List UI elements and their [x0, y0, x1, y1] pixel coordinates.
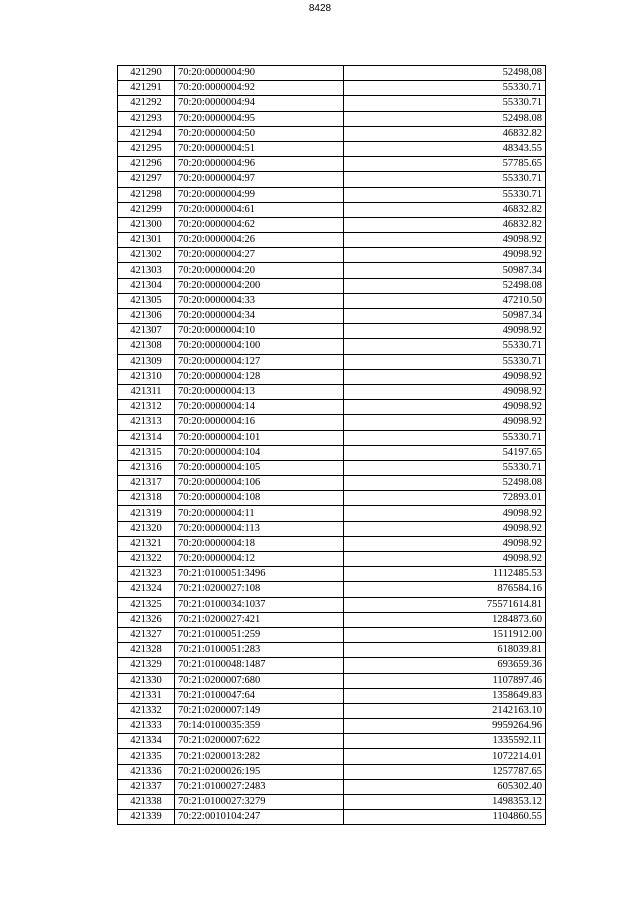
- row-number-cell: 421300: [118, 217, 175, 232]
- table-row: [118, 795, 546, 810]
- row-number-cell: 421320: [118, 521, 175, 536]
- cadastral-number-cell: 70:20:0000004:51: [175, 141, 344, 156]
- value-cell: 52498.08: [344, 111, 546, 126]
- value-cell: 55330.71: [344, 96, 546, 111]
- value-cell: 49098.92: [344, 536, 546, 551]
- row-number-cell: 421332: [118, 703, 175, 718]
- table-row: [118, 217, 546, 232]
- row-number-cell: 421303: [118, 263, 175, 278]
- cadastral-number-cell: 70:20:0000004:97: [175, 172, 344, 187]
- value-cell: 1072214.01: [344, 749, 546, 764]
- row-number-cell: 421336: [118, 764, 175, 779]
- row-number-cell: 421309: [118, 354, 175, 369]
- value-cell: 52498,08: [344, 66, 546, 81]
- value-cell: 48343.55: [344, 141, 546, 156]
- value-cell: 54197.65: [344, 445, 546, 460]
- cadastral-number-cell: 70:21:0100048:1487: [175, 658, 344, 673]
- row-number-cell: 421297: [118, 172, 175, 187]
- cadastral-number-cell: 70:20:0000004:27: [175, 248, 344, 263]
- table-row: [118, 415, 546, 430]
- table-row: [118, 400, 546, 415]
- row-number-cell: 421338: [118, 795, 175, 810]
- table-row: [118, 141, 546, 156]
- table-row: [118, 126, 546, 141]
- table-body: [118, 66, 546, 825]
- row-number-cell: 421292: [118, 96, 175, 111]
- table-row: [118, 278, 546, 293]
- value-cell: 1511912.00: [344, 627, 546, 642]
- table-row: [118, 597, 546, 612]
- table-row: [118, 111, 546, 126]
- row-number-cell: 421295: [118, 141, 175, 156]
- value-cell: 618039.81: [344, 643, 546, 658]
- row-number-cell: 421290: [118, 66, 175, 81]
- row-number-cell: 421310: [118, 369, 175, 384]
- value-cell: 55330.71: [344, 430, 546, 445]
- row-number-cell: 421317: [118, 476, 175, 491]
- table-row: [118, 384, 546, 399]
- table-row: [118, 339, 546, 354]
- cadastral-number-cell: 70:20:0000004:90: [175, 66, 344, 81]
- value-cell: 49098.92: [344, 400, 546, 415]
- table-row: [118, 627, 546, 642]
- row-number-cell: 421296: [118, 157, 175, 172]
- cadastral-number-cell: 70:22:0010104:247: [175, 810, 344, 825]
- row-number-cell: 421325: [118, 597, 175, 612]
- table-row: [118, 749, 546, 764]
- row-number-cell: 421319: [118, 506, 175, 521]
- cadastral-number-cell: 70:20:0000004:200: [175, 278, 344, 293]
- value-cell: 49098.92: [344, 506, 546, 521]
- value-cell: 46832.82: [344, 202, 546, 217]
- row-number-cell: 421312: [118, 400, 175, 415]
- table-row: [118, 734, 546, 749]
- value-cell: 55330.71: [344, 187, 546, 202]
- cadastral-number-cell: 70:20:0000004:101: [175, 430, 344, 445]
- cadastral-number-cell: 70:20:0000004:13: [175, 384, 344, 399]
- value-cell: 1284873.60: [344, 612, 546, 627]
- row-number-cell: 421339: [118, 810, 175, 825]
- cadastral-number-cell: 70:20:0000004:20: [175, 263, 344, 278]
- table-row: [118, 643, 546, 658]
- table-row: [118, 476, 546, 491]
- row-number-cell: 421293: [118, 111, 175, 126]
- value-cell: 55330.71: [344, 81, 546, 96]
- row-number-cell: 421298: [118, 187, 175, 202]
- row-number-cell: 421327: [118, 627, 175, 642]
- table-row: [118, 66, 546, 81]
- cadastral-number-cell: 70:20:0000004:14: [175, 400, 344, 415]
- cadastral-number-cell: 70:21:0200027:108: [175, 582, 344, 597]
- table-row: [118, 552, 546, 567]
- value-cell: 49098.92: [344, 384, 546, 399]
- table-row: [118, 491, 546, 506]
- table-row: [118, 172, 546, 187]
- cadastral-number-cell: 70:20:0000004:94: [175, 96, 344, 111]
- row-number-cell: 421334: [118, 734, 175, 749]
- row-number-cell: 421329: [118, 658, 175, 673]
- cadastral-number-cell: 70:20:0000004:50: [175, 126, 344, 141]
- table-row: [118, 309, 546, 324]
- cadastral-number-cell: 70:21:0200026:195: [175, 764, 344, 779]
- table-row: [118, 263, 546, 278]
- value-cell: 49098.92: [344, 248, 546, 263]
- cadastral-number-cell: 70:20:0000004:100: [175, 339, 344, 354]
- row-number-cell: 421306: [118, 309, 175, 324]
- cadastral-number-cell: 70:20:0000004:105: [175, 460, 344, 475]
- value-cell: 46832.82: [344, 126, 546, 141]
- cadastral-number-cell: 70:20:0000004:16: [175, 415, 344, 430]
- row-number-cell: 421305: [118, 293, 175, 308]
- value-cell: 49098.92: [344, 233, 546, 248]
- cadastral-number-cell: 70:20:0000004:11: [175, 506, 344, 521]
- value-cell: 49098.92: [344, 415, 546, 430]
- table-row: [118, 81, 546, 96]
- row-number-cell: 421331: [118, 688, 175, 703]
- row-number-cell: 421324: [118, 582, 175, 597]
- row-number-cell: 421335: [118, 749, 175, 764]
- cadastral-number-cell: 70:21:0100047:64: [175, 688, 344, 703]
- cadastral-number-cell: 70:20:0000004:10: [175, 324, 344, 339]
- table-row: [118, 688, 546, 703]
- value-cell: 52498.08: [344, 476, 546, 491]
- value-cell: 46832.82: [344, 217, 546, 232]
- row-number-cell: 421322: [118, 552, 175, 567]
- cadastral-number-cell: 70:21:0100027:3279: [175, 795, 344, 810]
- table-row: [118, 658, 546, 673]
- cadastral-number-cell: 70:20:0000004:34: [175, 309, 344, 324]
- cadastral-value-table: [117, 65, 546, 825]
- cadastral-number-cell: 70:21:0200027:421: [175, 612, 344, 627]
- cadastral-number-cell: 70:20:0000004:62: [175, 217, 344, 232]
- value-cell: 693659.36: [344, 658, 546, 673]
- cadastral-number-cell: 70:20:0000004:18: [175, 536, 344, 551]
- table-row: [118, 202, 546, 217]
- table-row: [118, 354, 546, 369]
- value-cell: 75571614.81: [344, 597, 546, 612]
- cadastral-number-cell: 70:21:0100051:283: [175, 643, 344, 658]
- row-number-cell: 421313: [118, 415, 175, 430]
- row-number-cell: 421316: [118, 460, 175, 475]
- table-row: [118, 96, 546, 111]
- table-row: [118, 369, 546, 384]
- cadastral-number-cell: 70:20:0000004:96: [175, 157, 344, 172]
- value-cell: 52498.08: [344, 278, 546, 293]
- row-number-cell: 421311: [118, 384, 175, 399]
- cadastral-number-cell: 70:20:0000004:99: [175, 187, 344, 202]
- cadastral-number-cell: 70:20:0000004:95: [175, 111, 344, 126]
- value-cell: 1104860.55: [344, 810, 546, 825]
- value-cell: 50987.34: [344, 309, 546, 324]
- row-number-cell: 421337: [118, 779, 175, 794]
- table-row: [118, 248, 546, 263]
- value-cell: 1358649.83: [344, 688, 546, 703]
- value-cell: 47210.50: [344, 293, 546, 308]
- cadastral-number-cell: 70:20:0000004:127: [175, 354, 344, 369]
- value-cell: 1107897.46: [344, 673, 546, 688]
- cadastral-number-cell: 70:20:0000004:61: [175, 202, 344, 217]
- row-number-cell: 421291: [118, 81, 175, 96]
- page-number: 8428: [308, 3, 332, 14]
- table-row: [118, 567, 546, 582]
- cadastral-number-cell: 70:21:0100051:3496: [175, 567, 344, 582]
- row-number-cell: 421318: [118, 491, 175, 506]
- value-cell: 57785.65: [344, 157, 546, 172]
- row-number-cell: 421326: [118, 612, 175, 627]
- cadastral-number-cell: 70:20:0000004:113: [175, 521, 344, 536]
- value-cell: 49098.92: [344, 552, 546, 567]
- table-row: [118, 233, 546, 248]
- cadastral-number-cell: 70:21:0200007:149: [175, 703, 344, 718]
- row-number-cell: 421294: [118, 126, 175, 141]
- table-row: [118, 612, 546, 627]
- value-cell: 50987.34: [344, 263, 546, 278]
- row-number-cell: 421304: [118, 278, 175, 293]
- cadastral-number-cell: 70:20:0000004:106: [175, 476, 344, 491]
- table-row: [118, 187, 546, 202]
- table-row: [118, 582, 546, 597]
- table-row: [118, 445, 546, 460]
- table-row: [118, 703, 546, 718]
- row-number-cell: 421314: [118, 430, 175, 445]
- row-number-cell: 421302: [118, 248, 175, 263]
- value-cell: 9959264.96: [344, 719, 546, 734]
- cadastral-number-cell: 70:21:0100027:2483: [175, 779, 344, 794]
- row-number-cell: 421330: [118, 673, 175, 688]
- row-number-cell: 421328: [118, 643, 175, 658]
- cadastral-number-cell: 70:21:0200013:282: [175, 749, 344, 764]
- table-row: [118, 430, 546, 445]
- value-cell: 55330.71: [344, 460, 546, 475]
- table-row: [118, 810, 546, 825]
- value-cell: 2142163.10: [344, 703, 546, 718]
- value-cell: 1498353.12: [344, 795, 546, 810]
- value-cell: 55330.71: [344, 339, 546, 354]
- table-row: [118, 460, 546, 475]
- value-cell: 1335592.11: [344, 734, 546, 749]
- cadastral-number-cell: 70:21:0100034:1037: [175, 597, 344, 612]
- cadastral-number-cell: 70:20:0000004:104: [175, 445, 344, 460]
- table-row: [118, 673, 546, 688]
- cadastral-number-cell: 70:20:0000004:26: [175, 233, 344, 248]
- cadastral-number-cell: 70:21:0200007:622: [175, 734, 344, 749]
- row-number-cell: 421307: [118, 324, 175, 339]
- value-cell: 72893.01: [344, 491, 546, 506]
- table-row: [118, 536, 546, 551]
- table-row: [118, 293, 546, 308]
- table-row: [118, 157, 546, 172]
- value-cell: 1112485.53: [344, 567, 546, 582]
- cadastral-number-cell: 70:21:0200007:680: [175, 673, 344, 688]
- row-number-cell: 421323: [118, 567, 175, 582]
- cadastral-number-cell: 70:20:0000004:12: [175, 552, 344, 567]
- value-cell: 49098.92: [344, 369, 546, 384]
- table-row: [118, 779, 546, 794]
- value-cell: 49098.92: [344, 521, 546, 536]
- cadastral-number-cell: 70:20:0000004:92: [175, 81, 344, 96]
- row-number-cell: 421299: [118, 202, 175, 217]
- value-cell: 55330.71: [344, 172, 546, 187]
- row-number-cell: 421308: [118, 339, 175, 354]
- row-number-cell: 421315: [118, 445, 175, 460]
- cadastral-number-cell: 70:20:0000004:128: [175, 369, 344, 384]
- value-cell: 605302.40: [344, 779, 546, 794]
- table-row: [118, 521, 546, 536]
- cadastral-number-cell: 70:14:0100035:359: [175, 719, 344, 734]
- table-row: [118, 324, 546, 339]
- value-cell: 55330.71: [344, 354, 546, 369]
- table-row: [118, 719, 546, 734]
- cadastral-number-cell: 70:20:0000004:108: [175, 491, 344, 506]
- row-number-cell: 421333: [118, 719, 175, 734]
- table-row: [118, 506, 546, 521]
- value-cell: 49098.92: [344, 324, 546, 339]
- value-cell: 1257787.65: [344, 764, 546, 779]
- table-row: [118, 764, 546, 779]
- cadastral-number-cell: 70:21:0100051:259: [175, 627, 344, 642]
- value-cell: 876584.16: [344, 582, 546, 597]
- cadastral-number-cell: 70:20:0000004:33: [175, 293, 344, 308]
- row-number-cell: 421321: [118, 536, 175, 551]
- row-number-cell: 421301: [118, 233, 175, 248]
